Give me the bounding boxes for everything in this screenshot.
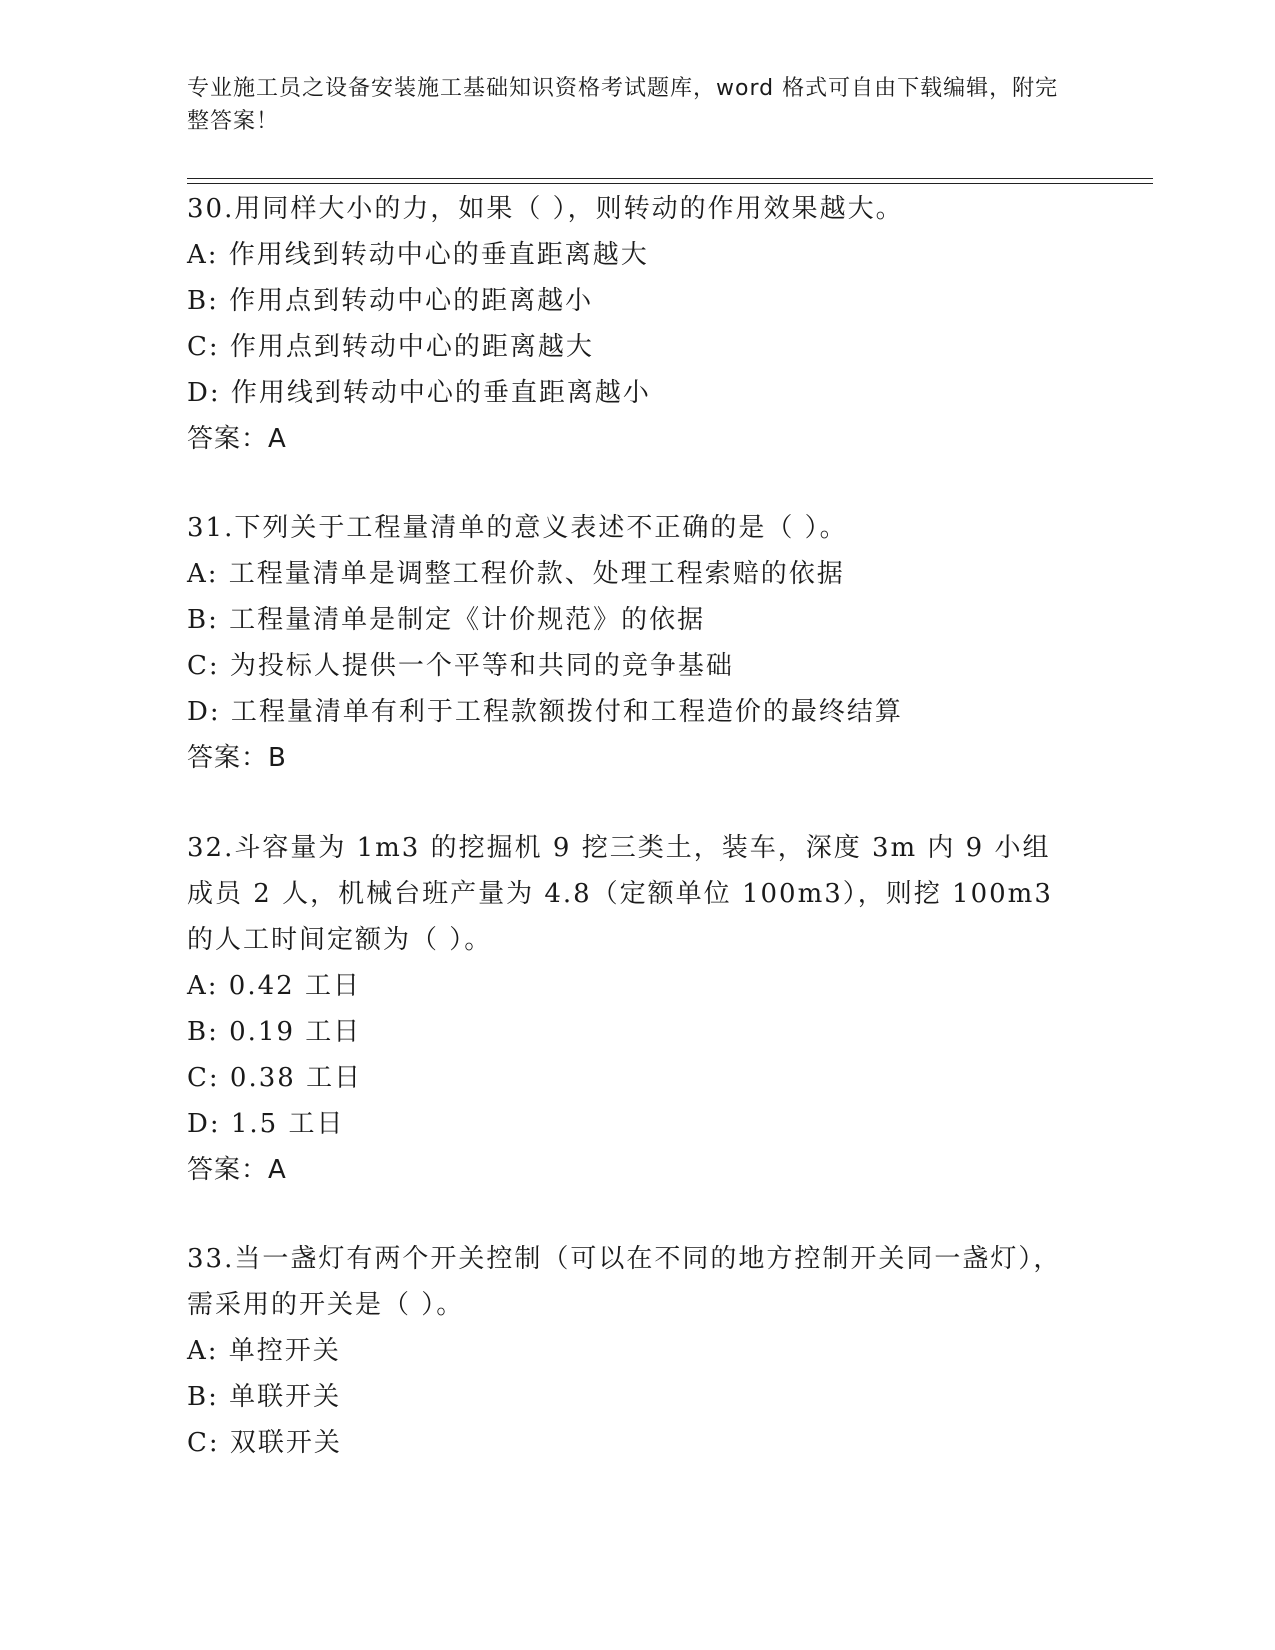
question-33 (187, 1236, 1067, 1466)
question-32 (187, 825, 1067, 1193)
option-b: B: 作用点到转动中心的距离越小 (187, 286, 594, 316)
question-30 (187, 186, 1067, 462)
option-d: D: 工程量清单有利于工程款额拨付和工程造价的最终结算 (187, 697, 903, 727)
option-d: D: 1.5 工日 (187, 1109, 345, 1139)
option-b: B: 单联开关 (187, 1382, 342, 1412)
document-header: 专业施工员之设备安装施工基础知识资格考试题库，word 格式可自由下载编辑，附完整答案！ (187, 76, 1059, 134)
option-a: A: 单控开关 (187, 1336, 341, 1366)
answer: 答案：A (187, 424, 287, 454)
answer: 答案：A (187, 1155, 287, 1185)
option-c: C: 作用点到转动中心的距离越大 (187, 332, 594, 362)
question-stem: 32.斗容量为 1m3 的挖掘机 9 挖三类土，装车，深度 3m 内 9 小组成员 2 人，机械台班产量为 4.8（定额单位 100m3），则挖 100m3 的人工时间定额为（ ）。 (187, 833, 1053, 955)
option-a: A: 工程量清单是调整工程价款、处理工程索赔的依据 (187, 559, 845, 589)
header-divider-top (187, 178, 1153, 179)
option-c: C: 0.38 工日 (187, 1063, 363, 1093)
question-stem: 31.下列关于工程量清单的意义表述不正确的是（ ）。 (187, 513, 848, 543)
option-c: C: 为投标人提供一个平等和共同的竞争基础 (187, 651, 734, 681)
question-stem: 30.用同样大小的力，如果（ ），则转动的作用效果越大。 (187, 194, 904, 224)
option-b: B: 0.19 工日 (187, 1017, 362, 1047)
option-c: C: 双联开关 (187, 1428, 342, 1458)
option-a: A: 作用线到转动中心的垂直距离越大 (187, 240, 649, 270)
option-b: B: 工程量清单是制定《计价规范》的依据 (187, 605, 706, 635)
option-a: A: 0.42 工日 (187, 971, 361, 1001)
answer: 答案：B (187, 743, 287, 773)
header-divider-bottom (187, 183, 1153, 184)
question-stem: 33.当一盏灯有两个开关控制（可以在不同的地方控制开关同一盏灯），需采用的开关是（ ）。 (187, 1244, 1062, 1320)
option-d: D: 作用线到转动中心的垂直距离越小 (187, 378, 651, 408)
question-31 (187, 505, 1067, 781)
